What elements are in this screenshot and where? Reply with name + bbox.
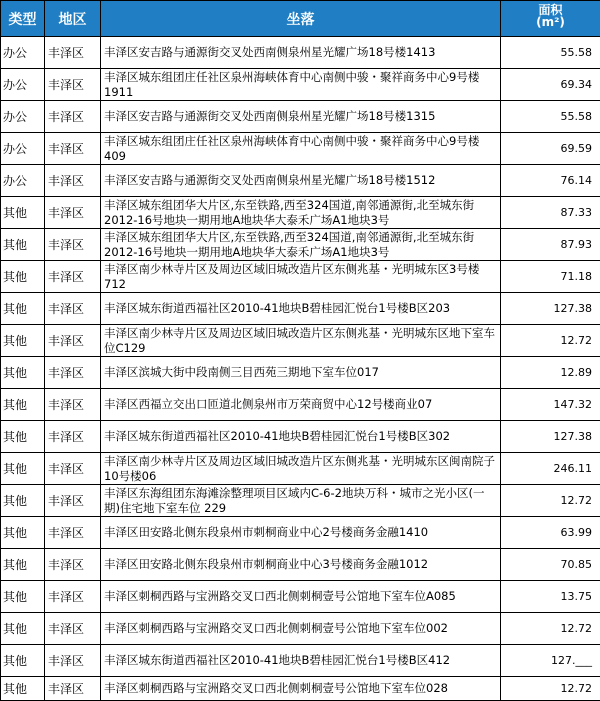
cell-location: 丰泽区刺桐西路与宝洲路交叉口西北侧刺桐壹号公馆地下室车位A085: [101, 581, 501, 613]
cell-size: 12.72: [501, 325, 600, 357]
cell-size: 63.99: [501, 517, 600, 549]
cell-location: 丰泽区刺桐西路与宝洲路交叉口西北侧刺桐壹号公馆地下室车位002: [101, 613, 501, 645]
header-location: 坐落: [101, 1, 501, 37]
cell-location: 丰泽区南少林寺片区及周边区域旧城改造片区东侧兆基・光明城东区地下室车位C129: [101, 325, 501, 357]
cell-type: 其他: [1, 229, 45, 261]
table-row: [1, 261, 600, 293]
cell-size: 69.59: [501, 133, 600, 165]
cell-size: 12.72: [501, 677, 600, 701]
cell-location: 丰泽区安吉路与通源街交叉处西南侧泉州星光耀广场18号楼1315: [101, 101, 501, 133]
table-row: [1, 453, 600, 485]
cell-type: 办公: [1, 101, 45, 133]
cell-area: 丰泽区: [45, 421, 101, 453]
cell-size: 147.32: [501, 389, 600, 421]
cell-size: 13.75: [501, 581, 600, 613]
cell-area: 丰泽区: [45, 581, 101, 613]
cell-area: 丰泽区: [45, 613, 101, 645]
cell-size: 12.72: [501, 613, 600, 645]
table-row: [1, 549, 600, 581]
cell-location: 丰泽区南少林寺片区及周边区域旧城改造片区东侧兆基・光明城东区闽南院子10号楼06: [101, 453, 501, 485]
header-size-label: 面积: [501, 4, 600, 16]
cell-type: 其他: [1, 453, 45, 485]
table-row: [1, 645, 600, 677]
table-row: [1, 389, 600, 421]
table-row: [1, 101, 600, 133]
table-row: [1, 613, 600, 645]
table-row: [1, 69, 600, 101]
cell-location: 丰泽区西福立交出口匝道北侧泉州市万荣商贸中心12号楼商业07: [101, 389, 501, 421]
cell-area: 丰泽区: [45, 229, 101, 261]
cell-area: 丰泽区: [45, 133, 101, 165]
cell-area: 丰泽区: [45, 485, 101, 517]
cell-type: 其他: [1, 357, 45, 389]
cell-location: 丰泽区安吉路与通源街交叉处西南侧泉州星光耀广场18号楼1413: [101, 37, 501, 69]
cell-size: 55.58: [501, 101, 600, 133]
cell-type: 办公: [1, 165, 45, 197]
cell-type: 其他: [1, 389, 45, 421]
cell-area: 丰泽区: [45, 453, 101, 485]
table-row: [1, 37, 600, 69]
cell-location: 丰泽区东海组团东海滩涂整理项目区域内C-6-2地块万科・城市之光小区(一期)住宅地下室车位 229: [101, 485, 501, 517]
cell-size: 76.14: [501, 165, 600, 197]
cell-type: 其他: [1, 293, 45, 325]
table-row: [1, 357, 600, 389]
cell-type: 其他: [1, 197, 45, 229]
header-size-unit: (m²): [501, 16, 600, 28]
cell-type: 其他: [1, 677, 45, 701]
cell-type: 办公: [1, 133, 45, 165]
cell-size: 87.93: [501, 229, 600, 261]
header-type: 类型: [1, 1, 45, 37]
cell-size: 71.18: [501, 261, 600, 293]
cell-type: 其他: [1, 325, 45, 357]
cell-location: 丰泽区安吉路与通源街交叉处西南侧泉州星光耀广场18号楼1512: [101, 165, 501, 197]
cell-size: 127.___: [501, 645, 600, 677]
cell-size: 55.58: [501, 37, 600, 69]
table-row: [1, 325, 600, 357]
cell-size: 70.85: [501, 549, 600, 581]
cell-location: 丰泽区城东组团庄任社区泉州海峡体育中心南侧中骏・聚祥商务中心9号楼409: [101, 133, 501, 165]
cell-type: 其他: [1, 549, 45, 581]
table-row: [1, 229, 600, 261]
cell-location: 丰泽区南少林寺片区及周边区域旧城改造片区东侧兆基・光明城东区3号楼712: [101, 261, 501, 293]
cell-location: 丰泽区刺桐西路与宝洲路交叉口西北侧刺桐壹号公馆地下室车位028: [101, 677, 501, 701]
cell-type: 办公: [1, 69, 45, 101]
cell-area: 丰泽区: [45, 261, 101, 293]
cell-type: 其他: [1, 261, 45, 293]
cell-location: 丰泽区城东街道西福社区2010-41地块B碧桂园汇悦台1号楼B区203: [101, 293, 501, 325]
cell-area: 丰泽区: [45, 357, 101, 389]
table-row: [1, 485, 600, 517]
cell-location: 丰泽区田安路北侧东段泉州市刺桐商业中心2号楼商务金融1410: [101, 517, 501, 549]
cell-size: 246.11: [501, 453, 600, 485]
cell-type: 其他: [1, 645, 45, 677]
table-row: [1, 197, 600, 229]
table-row: [1, 581, 600, 613]
table-row: [1, 421, 600, 453]
cell-area: 丰泽区: [45, 645, 101, 677]
cell-area: 丰泽区: [45, 197, 101, 229]
cell-area: 丰泽区: [45, 69, 101, 101]
cell-type: 其他: [1, 485, 45, 517]
header-size: [501, 1, 600, 37]
cell-area: 丰泽区: [45, 517, 101, 549]
cell-type: 其他: [1, 613, 45, 645]
cell-location: 丰泽区田安路北侧东段泉州市刺桐商业中心3号楼商务金融1012: [101, 549, 501, 581]
cell-location: 丰泽区城东组团庄任社区泉州海峡体育中心南侧中骏・聚祥商务中心9号楼1911: [101, 69, 501, 101]
cell-size: 12.89: [501, 357, 600, 389]
cell-type: 其他: [1, 581, 45, 613]
cell-area: 丰泽区: [45, 165, 101, 197]
cell-location: 丰泽区城东组团华大片区,东至铁路,西至324国道,南邻通源街,北至城东街2012-16号地块一期用地A地块华大泰禾广场A1地块3号: [101, 197, 501, 229]
cell-area: 丰泽区: [45, 549, 101, 581]
cell-size: 12.72: [501, 485, 600, 517]
table-row: [1, 677, 600, 701]
table-row: [1, 165, 600, 197]
cell-location: 丰泽区城东组团华大片区,东至铁路,西至324国道,南邻通源街,北至城东街2012-16号地块一期用地A地块华大泰禾广场A1地块3号: [101, 229, 501, 261]
cell-size: 87.33: [501, 197, 600, 229]
header-row: [1, 1, 600, 37]
cell-size: 127.38: [501, 421, 600, 453]
cell-area: 丰泽区: [45, 37, 101, 69]
table-row: [1, 517, 600, 549]
table-body: [1, 37, 600, 701]
table-row: [1, 293, 600, 325]
cell-area: 丰泽区: [45, 325, 101, 357]
cell-area: 丰泽区: [45, 293, 101, 325]
cell-type: 其他: [1, 421, 45, 453]
cell-type: 其他: [1, 517, 45, 549]
cell-location: 丰泽区城东街道西福社区2010-41地块B碧桂园汇悦台1号楼B区302: [101, 421, 501, 453]
table-row: [1, 133, 600, 165]
cell-type: 办公: [1, 37, 45, 69]
header-area: 地区: [45, 1, 101, 37]
cell-location: 丰泽区城东街道西福社区2010-41地块B碧桂园汇悦台1号楼B区412: [101, 645, 501, 677]
cell-size: 127.38: [501, 293, 600, 325]
cell-location: 丰泽区滨城大街中段南侧三目西苑三期地下室车位017: [101, 357, 501, 389]
cell-area: 丰泽区: [45, 389, 101, 421]
cell-size: 69.34: [501, 69, 600, 101]
cell-area: 丰泽区: [45, 677, 101, 701]
cell-area: 丰泽区: [45, 101, 101, 133]
